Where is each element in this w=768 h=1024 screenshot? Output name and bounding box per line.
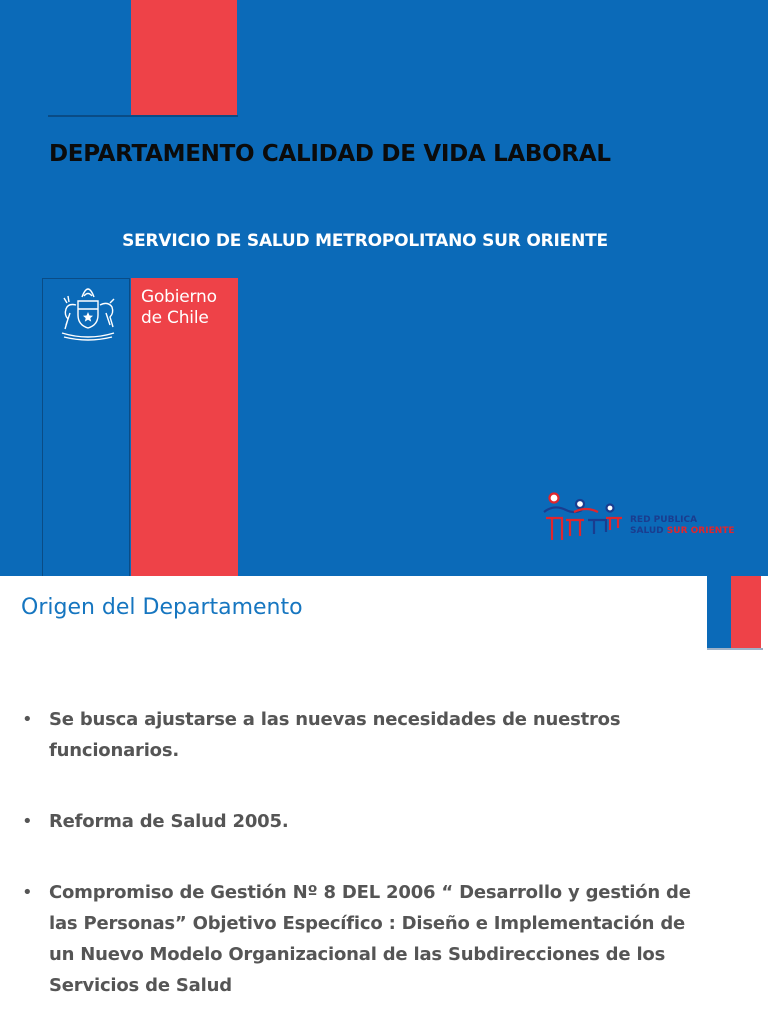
red-publica-wordmark	[630, 515, 735, 537]
red-publica-line-2a: SALUD	[630, 526, 667, 536]
bullet-item: • Reforma de Salud 2005.	[22, 806, 702, 837]
bullet-item: • Se busca ajustarse a las nuevas necesidades de nuestros funcionarios.	[22, 704, 702, 766]
slide-title: DEPARTAMENTO CALIDAD DE VIDA LABORAL	[49, 141, 611, 167]
corner-flag-red	[731, 576, 761, 649]
corner-flag-blue	[707, 576, 731, 649]
gobierno-wordmark	[141, 287, 217, 329]
gobierno-de-chile-logo	[42, 278, 238, 576]
bullet-item: • Compromiso de Gestión Nº 8 DEL 2006 “ Desarrollo y gestión de las Personas” Objetivo Específico : Diseño e Implementación de un Nuevo Modelo Organizacional de las Subdirecciones de los Servicios de Salud	[22, 877, 702, 1001]
red-publica-logo	[540, 490, 760, 546]
coat-of-arms-icon	[54, 287, 122, 345]
divider-line	[48, 115, 238, 117]
bullet-list	[22, 704, 702, 1001]
red-publica-line-1: RED PUBLICA	[630, 515, 698, 525]
content-slide	[0, 576, 768, 1024]
red-publica-line-2	[630, 526, 735, 537]
gobierno-line-1: Gobierno	[141, 287, 217, 307]
slide-heading: Origen del Departamento	[21, 595, 303, 620]
red-publica-line-2b: SUR ORIENTE	[666, 526, 735, 536]
corner-flag-underline	[707, 648, 763, 650]
healthcare-people-icon	[540, 490, 632, 546]
logo-blue-panel	[42, 278, 130, 576]
red-flag-bar	[131, 0, 237, 116]
gobierno-line-2: de Chile	[141, 308, 209, 328]
slide-subtitle: SERVICIO DE SALUD METROPOLITANO SUR ORIENTE	[122, 231, 608, 251]
